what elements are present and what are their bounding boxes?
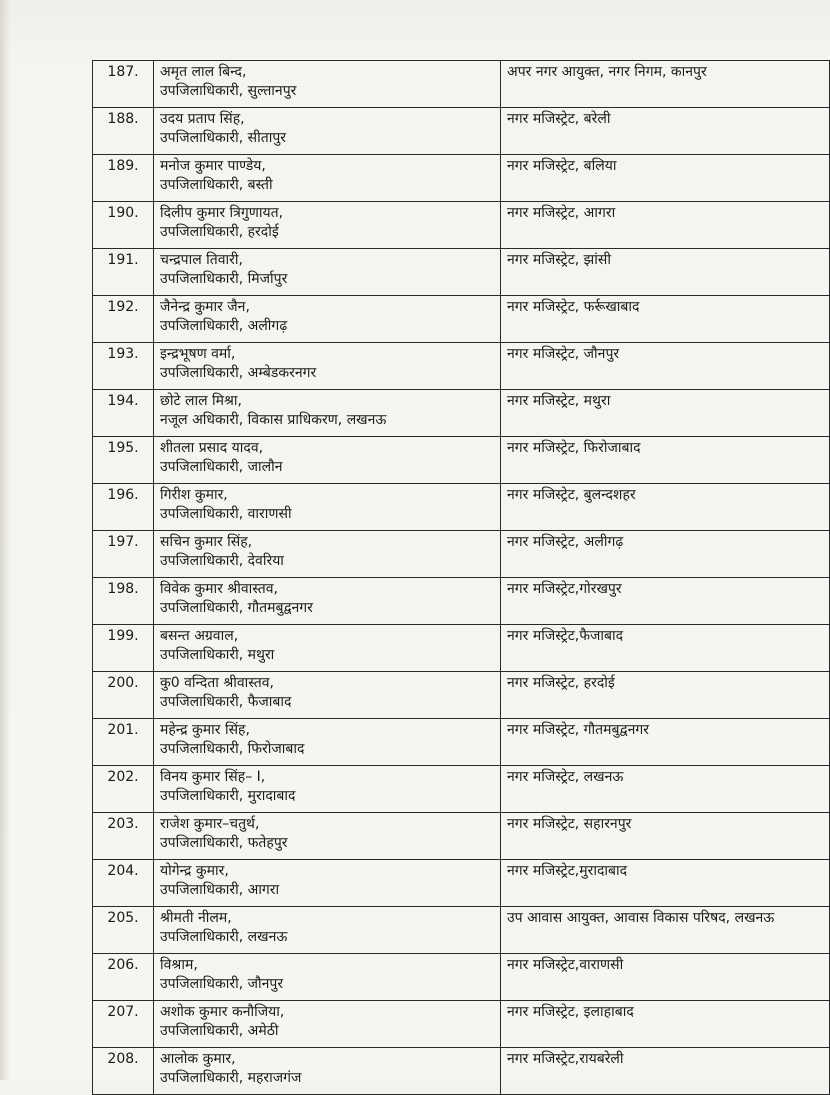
current-post: उपजिलाधिकारी, देवरिया: [160, 553, 284, 569]
table-row: [93, 108, 830, 155]
current-post: उपजिलाधिकारी, मथुरा: [160, 647, 275, 663]
current-post: उपजिलाधिकारी, बस्ती: [160, 177, 273, 193]
current-post: उपजिलाधिकारी, सुल्तानपुर: [160, 83, 297, 99]
serial-number: 187.: [93, 61, 154, 108]
officer-name: चन्द्रपाल तिवारी,: [160, 252, 243, 268]
officer-cell: [154, 672, 501, 719]
table-row: [93, 625, 830, 672]
current-post: उपजिलाधिकारी, फैजाबाद: [160, 694, 292, 710]
serial-number: 204.: [93, 860, 154, 907]
officer-cell: [154, 202, 501, 249]
officer-cell: [154, 578, 501, 625]
serial-number: 196.: [93, 484, 154, 531]
table-row: [93, 437, 830, 484]
serial-number: 203.: [93, 813, 154, 860]
officer-name: अमृत लाल बिन्द,: [160, 64, 247, 80]
new-posting: नगर मजिस्ट्रेट, बलिया: [501, 155, 830, 202]
serial-number: 201.: [93, 719, 154, 766]
officer-cell: [154, 1048, 501, 1095]
new-posting: नगर मजिस्ट्रेट,मुरादाबाद: [501, 860, 830, 907]
officer-name: मनोज कुमार पाण्डेय,: [160, 158, 266, 174]
table-row: [93, 860, 830, 907]
new-posting: नगर मजिस्ट्रेट, बुलन्दशहर: [501, 484, 830, 531]
officer-name: विनय कुमार सिंह– I,: [160, 769, 266, 785]
current-post: उपजिलाधिकारी, सीतापुर: [160, 130, 286, 146]
new-posting: नगर मजिस्ट्रेट,फैजाबाद: [501, 625, 830, 672]
serial-number: 189.: [93, 155, 154, 202]
new-posting: नगर मजिस्ट्रेट, जौनपुर: [501, 343, 830, 390]
new-posting: नगर मजिस्ट्रेट, गौतमबुद्वनगर: [501, 719, 830, 766]
officer-cell: [154, 484, 501, 531]
serial-number: 205.: [93, 907, 154, 954]
officer-name: सचिन कुमार सिंह,: [160, 534, 253, 550]
new-posting: नगर मजिस्ट्रेट, फर्रूखाबाद: [501, 296, 830, 343]
current-post: उपजिलाधिकारी, जालौन: [160, 459, 283, 475]
current-post: नजूल अधिकारी, विकास प्राधिकरण, लखनऊ: [160, 412, 387, 428]
officer-name: विवेक कुमार श्रीवास्तव,: [160, 581, 278, 597]
officer-name: योगेन्द्र कुमार,: [160, 863, 229, 879]
officer-cell: [154, 954, 501, 1001]
officer-cell: [154, 860, 501, 907]
officer-name: दिलीप कुमार त्रिगुणायत,: [160, 205, 284, 221]
serial-number: 202.: [93, 766, 154, 813]
serial-number: 188.: [93, 108, 154, 155]
officer-name: बसन्त अग्रवाल,: [160, 628, 239, 644]
table-row: [93, 343, 830, 390]
table-row: [93, 484, 830, 531]
current-post: उपजिलाधिकारी, अम्बेडकरनगर: [160, 365, 317, 381]
serial-number: 206.: [93, 954, 154, 1001]
officer-cell: [154, 437, 501, 484]
serial-number: 197.: [93, 531, 154, 578]
new-posting: नगर मजिस्ट्रेट, हरदोई: [501, 672, 830, 719]
table-row: [93, 296, 830, 343]
new-posting: नगर मजिस्ट्रेट, मथुरा: [501, 390, 830, 437]
new-posting: नगर मजिस्ट्रेट, बरेली: [501, 108, 830, 155]
officer-cell: [154, 766, 501, 813]
new-posting: नगर मजिस्ट्रेट,गोरखपुर: [501, 578, 830, 625]
new-posting: नगर मजिस्ट्रेट, लखनऊ: [501, 766, 830, 813]
current-post: उपजिलाधिकारी, आगरा: [160, 882, 280, 898]
table-body: [93, 61, 830, 1095]
serial-number: 208.: [93, 1048, 154, 1095]
officer-name: विश्राम,: [160, 957, 198, 973]
officer-name: कु0 वन्दिता श्रीवास्तव,: [160, 675, 274, 691]
serial-number: 194.: [93, 390, 154, 437]
table-row: [93, 249, 830, 296]
new-posting: नगर मजिस्ट्रेट, झांसी: [501, 249, 830, 296]
serial-number: 200.: [93, 672, 154, 719]
officer-cell: [154, 390, 501, 437]
serial-number: 191.: [93, 249, 154, 296]
officer-name: आलोक कुमार,: [160, 1051, 236, 1067]
table-row: [93, 578, 830, 625]
table-row: [93, 61, 830, 108]
officer-name: शीतला प्रसाद यादव,: [160, 440, 264, 456]
officer-name: इन्द्रभूषण वर्मा,: [160, 346, 236, 362]
serial-number: 193.: [93, 343, 154, 390]
officer-cell: [154, 61, 501, 108]
current-post: उपजिलाधिकारी, फतेहपुर: [160, 835, 288, 851]
serial-number: 207.: [93, 1001, 154, 1048]
officer-cell: [154, 296, 501, 343]
officer-name: श्रीमती नीलम,: [160, 910, 232, 926]
new-posting: अपर नगर आयुक्त, नगर निगम, कानपुर: [501, 61, 830, 108]
officer-name: उदय प्रताप सिंह,: [160, 111, 245, 127]
table-row: [93, 531, 830, 578]
officer-name: अशोक कुमार कनौजिया,: [160, 1004, 285, 1020]
officer-cell: [154, 155, 501, 202]
officer-cell: [154, 108, 501, 155]
current-post: उपजिलाधिकारी, अमेठी: [160, 1023, 279, 1039]
new-posting: नगर मजिस्ट्रेट, इलाहाबाद: [501, 1001, 830, 1048]
new-posting: नगर मजिस्ट्रेट, फिरोजाबाद: [501, 437, 830, 484]
current-post: उपजिलाधिकारी, हरदोई: [160, 224, 279, 240]
officer-name: गिरीश कुमार,: [160, 487, 228, 503]
officer-cell: [154, 343, 501, 390]
current-post: उपजिलाधिकारी, जौनपुर: [160, 976, 284, 992]
table-row: [93, 202, 830, 249]
table-row: [93, 390, 830, 437]
new-posting: नगर मजिस्ट्रेट,रायबरेली: [501, 1048, 830, 1095]
new-posting: नगर मजिस्ट्रेट, अलीगढ़: [501, 531, 830, 578]
new-posting: नगर मजिस्ट्रेट,वाराणसी: [501, 954, 830, 1001]
officer-cell: [154, 1001, 501, 1048]
table-row: [93, 907, 830, 954]
table-row: [93, 1001, 830, 1048]
new-posting: नगर मजिस्ट्रेट, आगरा: [501, 202, 830, 249]
table-row: [93, 954, 830, 1001]
officer-cell: [154, 813, 501, 860]
officer-cell: [154, 719, 501, 766]
page-edge-shadow: [0, 0, 10, 1080]
table-row: [93, 1048, 830, 1095]
serial-number: 192.: [93, 296, 154, 343]
officer-cell: [154, 907, 501, 954]
officer-name: छोटे लाल मिश्रा,: [160, 393, 242, 409]
serial-number: 198.: [93, 578, 154, 625]
table-row: [93, 813, 830, 860]
officer-cell: [154, 531, 501, 578]
table-row: [93, 155, 830, 202]
current-post: उपजिलाधिकारी, फिरोजाबाद: [160, 741, 305, 757]
officer-name: जैनेन्द्र कुमार जैन,: [160, 299, 250, 315]
table-row: [93, 719, 830, 766]
officer-cell: [154, 625, 501, 672]
new-posting: नगर मजिस्ट्रेट, सहारनपुर: [501, 813, 830, 860]
current-post: उपजिलाधिकारी, वाराणसी: [160, 506, 292, 522]
officer-cell: [154, 249, 501, 296]
serial-number: 190.: [93, 202, 154, 249]
officer-name: महेन्द्र कुमार सिंह,: [160, 722, 250, 738]
table-row: [93, 672, 830, 719]
new-posting: उप आवास आयुक्त, आवास विकास परिषद, लखनऊ: [501, 907, 830, 954]
current-post: उपजिलाधिकारी, मुरादाबाद: [160, 788, 296, 804]
current-post: उपजिलाधिकारी, मिर्जापुर: [160, 271, 288, 287]
transfer-list-table: [92, 60, 830, 1095]
current-post: उपजिलाधिकारी, अलीगढ़: [160, 318, 288, 334]
serial-number: 195.: [93, 437, 154, 484]
officer-name: राजेश कुमार–चतुर्थ,: [160, 816, 260, 832]
current-post: उपजिलाधिकारी, महराजगंज: [160, 1070, 302, 1086]
current-post: उपजिलाधिकारी, गौतमबुद्वनगर: [160, 600, 313, 616]
serial-number: 199.: [93, 625, 154, 672]
current-post: उपजिलाधिकारी, लखनऊ: [160, 929, 288, 945]
table-row: [93, 766, 830, 813]
